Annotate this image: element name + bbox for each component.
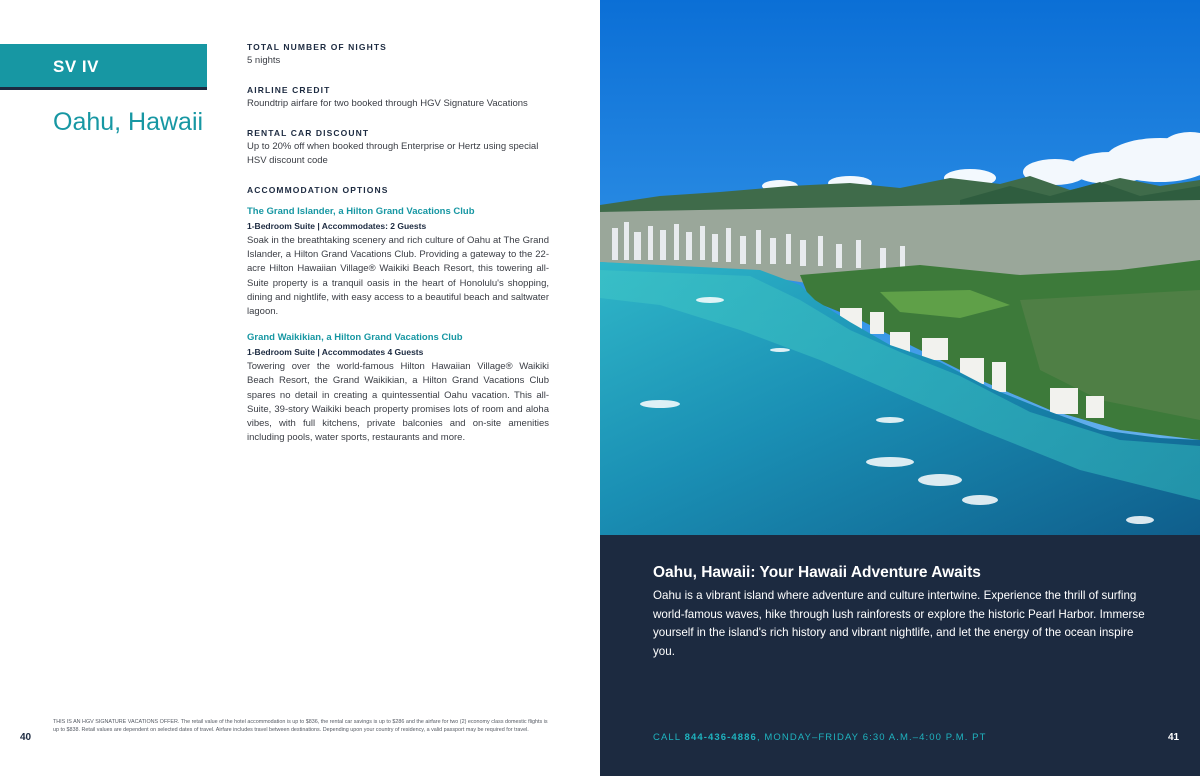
feature-body: Oahu is a vibrant island where adventure and culture intertwine. Experience the thrill of surfing world-famous waves, hike through lush rainforests or explore the historic Pearl Harbor. Immerse yourself in the island's rich history and vibrant nightlife, and let the energy of the ocean inspire you. [653, 589, 1145, 658]
accommodation-name: Grand Waikikian, a Hilton Grand Vacations Club [247, 332, 463, 344]
accommodation-name: The Grand Islander, a Hilton Grand Vacations Club [247, 206, 475, 217]
oahu-aerial-photo [600, 0, 1200, 535]
airline-credit-label: AIRLINE CREDIT [247, 85, 331, 95]
disclaimer: THIS IS AN HGV SIGNATURE VACATIONS OFFER. The retail value of the hotel accommodation is up to $836, the rental car savings is up to $286 and the airfare for two (2) economy class domestic flights is up to $838. Retail values are dependent on selected dates of travel. Airfare includes travel between destinations. Depending upon your country of residency, a valid passport may be required for travel. [53, 719, 548, 733]
accommodation-meta: 1-Bedroom Suite | Accommodates 4 Guests [247, 347, 424, 358]
airline-credit-value: Roundtrip airfare for two booked through HGV Signature Vacations [247, 98, 528, 109]
accommodation-description: Towering over the world-famous Hilton Hawaiian Village® Waikiki Beach Resort, the Grand Waikikian, a Hilton Grand Vacations Club spares no detail in creating a quintessential Oahu vacation. This all-Suite, 39-story Waikiki beach property promises lots of room and aloha vibes, with full kitchens, private balconies and on-site amenities including pools, water sports, restaurants and more. [247, 361, 549, 444]
call-hours: , MONDAY–FRIDAY 6:30 A.M.–4:00 P.M. PT [756, 732, 987, 743]
nights-label: TOTAL NUMBER OF NIGHTS [247, 42, 387, 52]
call-prefix: CALL [653, 732, 685, 743]
page-number-left: 40 [20, 732, 32, 743]
accommodation-meta: 1-Bedroom Suite | Accommodates: 2 Guests [247, 221, 427, 231]
phone-number[interactable]: 844-436-4886 [684, 732, 757, 743]
package-details [247, 42, 549, 445]
rental-car-value: Up to 20% off when booked through Enterprise or Hertz using special HSV discount code [247, 141, 539, 166]
package-badge [0, 44, 207, 90]
accommodation-label: ACCOMMODATION OPTIONS [247, 185, 389, 195]
package-badge-label: SV IV [53, 57, 99, 76]
call-line [653, 732, 987, 743]
right-page [600, 0, 1200, 776]
nights-value: 5 nights [247, 55, 281, 66]
accommodation-description: Soak in the breathtaking scenery and rich culture of Oahu at The Grand Islander, a Hilton Grand Vacations Club. Providing a gateway to the 22-acre Hilton Hawaiian Village® Waikiki Beach Resort, this towering all-Suite property is a tranquil oasis in the heart of Honolulu's shopping, dining and nightlife, with easy access to a beautiful beach and saltwater lagoon. [247, 235, 549, 318]
rental-car-label: RENTAL CAR DISCOUNT [247, 128, 370, 138]
destination-title: Oahu, Hawaii [53, 108, 204, 136]
feature-heading: Oahu, Hawaii: Your Hawaii Adventure Awaits [653, 564, 981, 581]
page-number-right: 41 [1168, 732, 1180, 743]
